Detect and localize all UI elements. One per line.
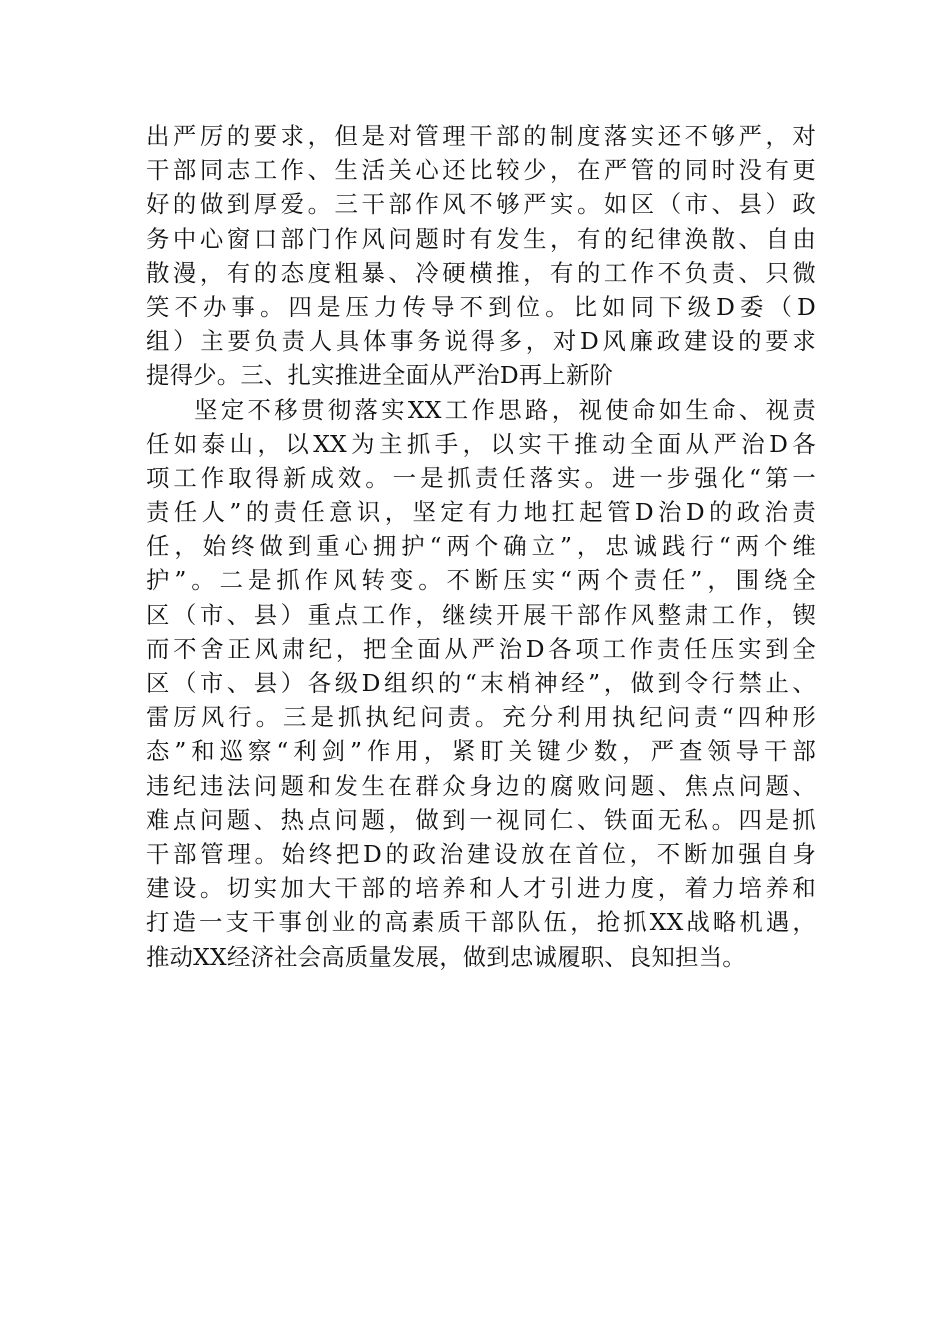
text-line: 坚定不移贯彻落实XX工作思路，视使命如生命、视责: [194, 395, 816, 424]
text-line: 雷厉风行。三是抓执纪问责。充分利用执纪问责“四种形: [146, 703, 816, 732]
text-line: 干部同志工作、生活关心还比较少，在严管的同时没有更: [146, 156, 816, 185]
text-line: 组）主要负责人具体事务说得多，对D风廉政建设的要求: [146, 327, 816, 356]
text-line: 区（市、县）重点工作，继续开展干部作风整肃工作，锲: [146, 600, 816, 629]
text-line: 项工作取得新成效。一是抓责任落实。进一步强化“第一: [146, 463, 816, 492]
text-line: 散漫，有的态度粗暴、冷硬横推，有的工作不负责、只微: [146, 258, 816, 287]
text-line: 难点问题、热点问题，做到一视同仁、铁面无私。四是抓: [146, 805, 816, 834]
text-line: 违纪违法问题和发生在群众身边的腐败问题、焦点问题、: [146, 771, 816, 800]
text-line: 而不舍正风肃纪，把全面从严治D各项工作责任压实到全: [146, 634, 816, 663]
text-line: 务中心窗口部门作风问题时有发生，有的纪律涣散、自由: [146, 224, 816, 253]
text-line: 干部管理。始终把D的政治建设放在首位，不断加强自身: [146, 839, 816, 868]
text-line: 护”。二是抓作风转变。不断压实“两个责任”，围绕全: [146, 566, 816, 595]
text-line: 任如泰山，以XX为主抓手，以实干推动全面从严治D各: [146, 429, 816, 458]
text-line: 提得少。三、扎实推进全面从严治D再上新阶: [146, 361, 614, 390]
text-line: 态”和巡察“利剑”作用，紧盯关键少数，严查领导干部: [146, 737, 816, 766]
text-line: 笑不办事。四是压力传导不到位。比如同下级D委（D: [146, 292, 816, 321]
text-line: 推动XX经济社会高质量发展，做到忠诚履职、良知担当。: [146, 942, 746, 971]
text-line: 责任人”的责任意识，坚定有力地扛起管D治D的政治责: [146, 498, 816, 527]
text-line: 任，始终做到重心拥护“两个确立”，忠诚践行“两个维: [146, 532, 816, 561]
text-line: 好的做到厚爱。三干部作风不够严实。如区（市、县）政: [146, 190, 816, 219]
body-text: [146, 119, 816, 974]
text-line: 建设。切实加大干部的培养和人才引进力度，着力培养和: [146, 874, 816, 903]
text-line: 打造一支干事创业的高素质干部队伍，抢抓XX战略机遇，: [146, 908, 816, 937]
text-line: 出严厉的要求，但是对管理干部的制度落实还不够严，对: [146, 122, 816, 150]
text-line: 区（市、县）各级D组织的“末梢神经”，做到令行禁止、: [146, 669, 816, 697]
